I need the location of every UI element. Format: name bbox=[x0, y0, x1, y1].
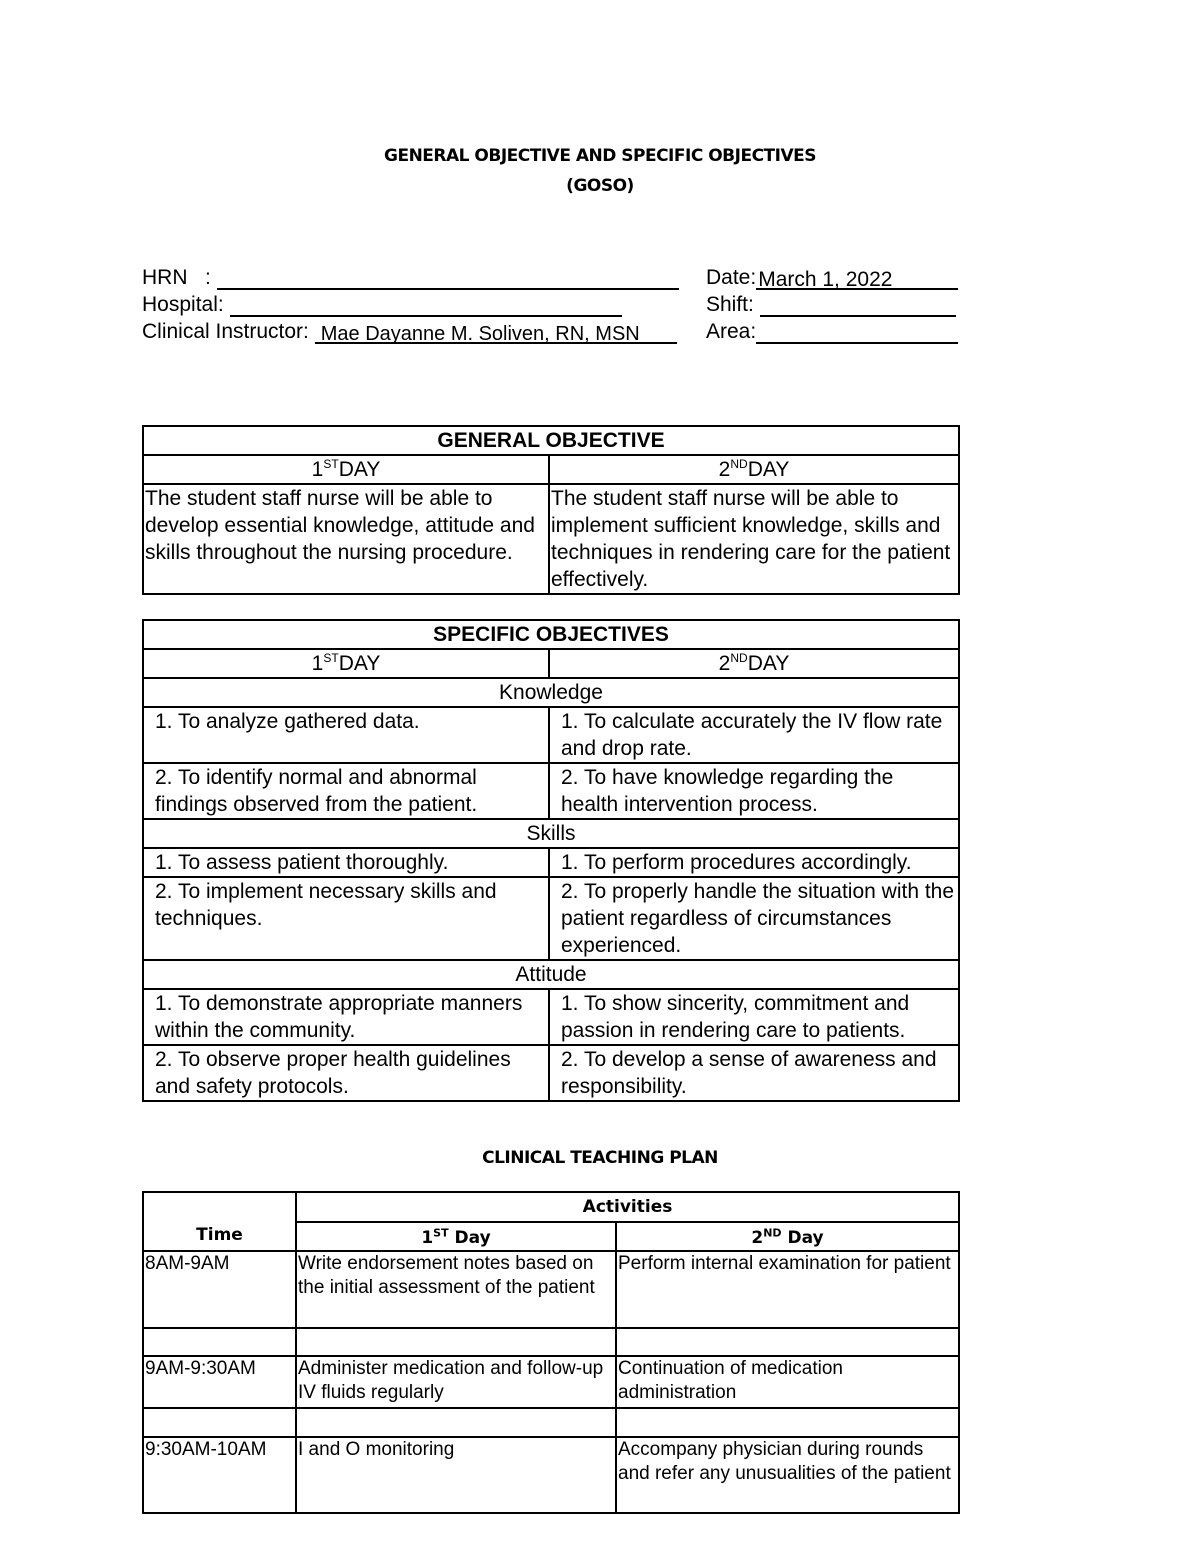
plan-time-cell: 8AM-9AM bbox=[143, 1251, 296, 1328]
shift-label: Shift: bbox=[706, 293, 754, 316]
general-objective-table bbox=[142, 425, 960, 595]
specific-objectives-table bbox=[142, 619, 960, 1102]
plan-day2-cell: Continuation of medication administration bbox=[616, 1356, 959, 1408]
hrn-label: HRN : bbox=[142, 266, 211, 289]
page-subtitle: (GOSO) bbox=[566, 176, 634, 196]
hrn-field bbox=[142, 266, 679, 290]
instructor-value: Mae Dayanne M. Soliven, RN, MSN bbox=[315, 322, 677, 344]
plan-day1-cell bbox=[296, 1408, 616, 1437]
table-row bbox=[143, 1328, 959, 1356]
plan-day2-cell bbox=[616, 1328, 959, 1356]
plan-time-cell: 9AM-9:30AM bbox=[143, 1356, 296, 1408]
area-value bbox=[756, 322, 958, 344]
knowledge-section-label: Knowledge bbox=[143, 678, 959, 707]
so-day1-header: 1STDAY bbox=[143, 649, 549, 678]
knowledge-day2-item: 1. To calculate accurately the IV flow rate and drop rate. bbox=[549, 707, 959, 763]
plan-day2-cell: Accompany physician during rounds and refer any unusualities of the patient bbox=[616, 1437, 959, 1513]
plan-time-cell bbox=[143, 1328, 296, 1356]
go-day1-text: The student staff nurse will be able to develop essential knowledge, attitude and skills throughout the nursing procedure. bbox=[143, 484, 549, 594]
plan-day2-cell bbox=[616, 1408, 959, 1437]
date-label: Date: bbox=[706, 266, 757, 289]
plan-day1-cell bbox=[296, 1328, 616, 1356]
instructor-label: Clinical Instructor: bbox=[142, 320, 309, 343]
skills-day1-item: 2. To implement necessary skills and techniques. bbox=[143, 877, 549, 960]
attitude-day1-item: 1. To demonstrate appropriate manners within the community. bbox=[143, 989, 549, 1045]
attitude-day2-item: 2. To develop a sense of awareness and responsibility. bbox=[549, 1045, 959, 1101]
table-row bbox=[143, 1408, 959, 1437]
instructor-field bbox=[142, 320, 677, 344]
plan-time-cell: 9:30AM-10AM bbox=[143, 1437, 296, 1513]
knowledge-day2-item: 2. To have knowledge regarding the health intervention process. bbox=[549, 763, 959, 819]
plan-time-cell bbox=[143, 1408, 296, 1437]
date-field bbox=[706, 266, 958, 290]
teaching-plan-title: CLINICAL TEACHING PLAN bbox=[482, 1148, 718, 1168]
activities-header: Activities bbox=[296, 1192, 959, 1222]
plan-day1-cell: Write endorsement notes based on the initial assessment of the patient bbox=[296, 1251, 616, 1328]
attitude-day2-item: 1. To show sincerity, commitment and passion in rendering care to patients. bbox=[549, 989, 959, 1045]
area-field bbox=[706, 320, 958, 344]
teaching-plan-table bbox=[142, 1191, 960, 1514]
attitude-section-label: Attitude bbox=[143, 960, 959, 989]
skills-section-label: Skills bbox=[143, 819, 959, 848]
plan-day2-cell: Perform internal examination for patient bbox=[616, 1251, 959, 1328]
go-day2-header: 2NDDAY bbox=[549, 455, 959, 484]
area-label: Area: bbox=[706, 320, 757, 343]
specific-objectives-heading: SPECIFIC OBJECTIVES bbox=[143, 620, 959, 649]
knowledge-day1-item: 2. To identify normal and abnormal findings observed from the patient. bbox=[143, 763, 549, 819]
plan-day1-cell: Administer medication and follow-up IV fluids regularly bbox=[296, 1356, 616, 1408]
hrn-value bbox=[217, 268, 679, 290]
go-day1-header: 1STDAY bbox=[143, 455, 549, 484]
attitude-day1-item: 2. To observe proper health guidelines and safety protocols. bbox=[143, 1045, 549, 1101]
hospital-field bbox=[142, 293, 622, 317]
so-day2-header: 2NDDAY bbox=[549, 649, 959, 678]
shift-value bbox=[760, 295, 956, 317]
table-row bbox=[143, 1437, 959, 1513]
skills-day1-item: 1. To assess patient thoroughly. bbox=[143, 848, 549, 877]
date-value: March 1, 2022 bbox=[756, 268, 958, 290]
skills-day2-item: 1. To perform procedures accordingly. bbox=[549, 848, 959, 877]
shift-field bbox=[706, 293, 956, 317]
go-day2-text: The student staff nurse will be able to implement sufficient knowledge, skills and techniques in rendering care for the patient effectively. bbox=[549, 484, 959, 594]
time-column-header: Time bbox=[143, 1192, 296, 1251]
hospital-value bbox=[230, 295, 622, 317]
general-objective-heading: GENERAL OBJECTIVE bbox=[143, 426, 959, 455]
plan-day1-cell: I and O monitoring bbox=[296, 1437, 616, 1513]
hospital-label: Hospital: bbox=[142, 293, 224, 316]
plan-day1-header: 1ST Day bbox=[296, 1222, 616, 1251]
table-row bbox=[143, 1251, 959, 1328]
table-row bbox=[143, 1356, 959, 1408]
plan-day2-header: 2ND Day bbox=[616, 1222, 959, 1251]
knowledge-day1-item: 1. To analyze gathered data. bbox=[143, 707, 549, 763]
page-title: GENERAL OBJECTIVE AND SPECIFIC OBJECTIVES bbox=[384, 146, 816, 166]
skills-day2-item: 2. To properly handle the situation with the patient regardless of circumstances experienced. bbox=[549, 877, 959, 960]
